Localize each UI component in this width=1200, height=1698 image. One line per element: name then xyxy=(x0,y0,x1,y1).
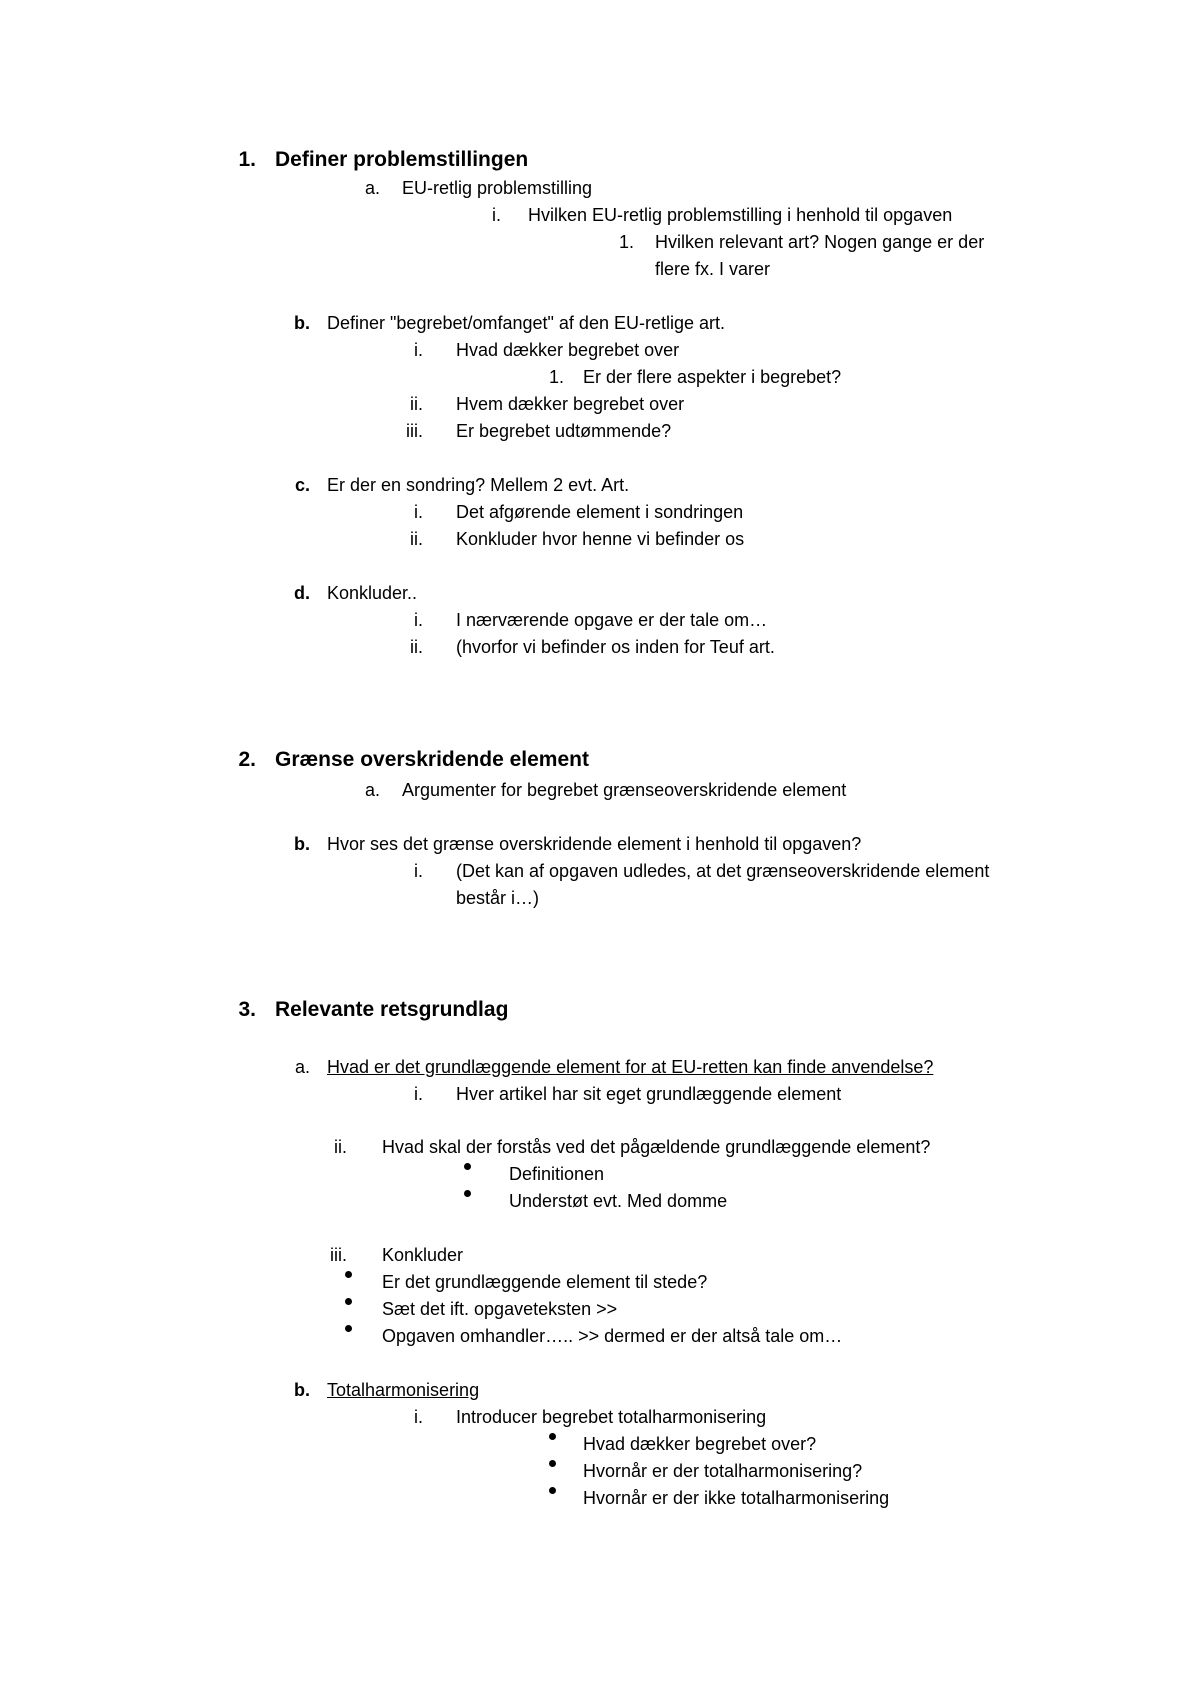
list-marker: ii. xyxy=(410,529,423,549)
bullet-item: Definitionen xyxy=(509,1164,605,1184)
list-marker: i. xyxy=(414,861,423,881)
list-item: Hvad dækker begrebet over xyxy=(456,340,680,360)
section-title: Definer problemstillingen xyxy=(275,148,529,171)
list-item: (hvorfor vi befinder os inden for Teuf art. xyxy=(456,637,775,657)
list-item: Er begrebet udtømmende? xyxy=(456,421,672,441)
list-item: Er der flere aspekter i begrebet? xyxy=(583,367,842,387)
list-marker: 1. xyxy=(548,367,564,387)
list-item: Hvad er det grundlæggende element for at EU-retten kan finde anvendelse? xyxy=(327,1057,934,1077)
list-item: Argumenter for begrebet grænseoverskridende element xyxy=(402,780,847,800)
bullet-item: Opgaven omhandler….. >> dermed er der altså tale om… xyxy=(382,1326,843,1346)
list-item: Hvilken EU-retlig problemstilling i henhold til opgaven xyxy=(528,205,953,225)
list-item: Hver artikel har sit eget grundlæggende element xyxy=(456,1084,842,1104)
bullet-item: Hvornår er der ikke totalharmonisering xyxy=(583,1488,890,1508)
list-item: Totalharmonisering xyxy=(327,1380,480,1400)
list-marker: b. xyxy=(294,834,310,854)
list-item: Hvad skal der forstås ved det pågældende grundlæggende element? xyxy=(382,1137,931,1157)
list-marker: c. xyxy=(294,475,310,495)
list-marker: a. xyxy=(294,1057,310,1077)
list-marker: i. xyxy=(414,340,423,360)
list-marker: iii. xyxy=(406,421,423,441)
list-marker: 1. xyxy=(618,232,634,252)
list-item: Konkluder xyxy=(382,1245,464,1265)
bullet-icon xyxy=(345,1271,352,1278)
bullet-item: Sæt det ift. opgaveteksten >> xyxy=(382,1299,618,1319)
bullet-icon xyxy=(345,1325,352,1332)
list-item: Hvor ses det grænse overskridende element i henhold til opgaven? xyxy=(327,834,862,854)
bullet-item: Hvornår er der totalharmonisering? xyxy=(583,1461,863,1481)
list-marker: ii. xyxy=(410,637,423,657)
list-item-continuation: består i…) xyxy=(456,888,540,908)
bullet-icon xyxy=(549,1460,556,1467)
list-marker: d. xyxy=(294,583,310,603)
list-item: Hvem dækker begrebet over xyxy=(456,394,685,414)
bullet-icon xyxy=(549,1433,556,1440)
list-item: I nærværende opgave er der tale om… xyxy=(456,610,768,630)
list-marker: i. xyxy=(414,1084,423,1104)
list-marker: b. xyxy=(294,313,310,333)
list-marker: a. xyxy=(364,178,380,198)
list-item: Hvilken relevant art? Nogen gange er der xyxy=(655,232,985,252)
list-item: Er der en sondring? Mellem 2 evt. Art. xyxy=(327,475,630,495)
list-item: Definer "begrebet/omfanget" af den EU-retlige art. xyxy=(327,313,725,333)
bullet-icon xyxy=(464,1163,471,1170)
list-item-continuation: flere fx. I varer xyxy=(655,259,771,279)
list-marker: a. xyxy=(364,780,380,800)
bullet-icon xyxy=(345,1298,352,1305)
bullet-item: Er det grundlæggende element til stede? xyxy=(382,1272,708,1292)
list-marker: ii. xyxy=(334,1137,347,1157)
bullet-item: Hvad dækker begrebet over? xyxy=(583,1434,817,1454)
bullet-item: Understøt evt. Med domme xyxy=(509,1191,728,1211)
section-number: 3. xyxy=(238,998,256,1021)
list-item: EU-retlig problemstilling xyxy=(402,178,593,198)
list-item: (Det kan af opgaven udledes, at det grænseoverskridende element xyxy=(456,861,990,881)
list-marker: i. xyxy=(414,1407,423,1427)
section-number: 2. xyxy=(238,748,256,771)
list-marker: i. xyxy=(492,205,501,225)
section-title: Grænse overskridende element xyxy=(275,748,589,771)
list-marker: b. xyxy=(294,1380,310,1400)
list-item: Introducer begrebet totalharmonisering xyxy=(456,1407,767,1427)
section-title: Relevante retsgrundlag xyxy=(275,998,509,1021)
list-marker: iii. xyxy=(330,1245,347,1265)
bullet-icon xyxy=(464,1190,471,1197)
list-item: Konkluder hvor henne vi befinder os xyxy=(456,529,745,549)
list-marker: i. xyxy=(414,502,423,522)
list-marker: ii. xyxy=(410,394,423,414)
list-item: Det afgørende element i sondringen xyxy=(456,502,744,522)
list-item: Konkluder.. xyxy=(327,583,418,603)
bullet-icon xyxy=(549,1487,556,1494)
list-marker: i. xyxy=(414,610,423,630)
section-number: 1. xyxy=(238,148,256,171)
